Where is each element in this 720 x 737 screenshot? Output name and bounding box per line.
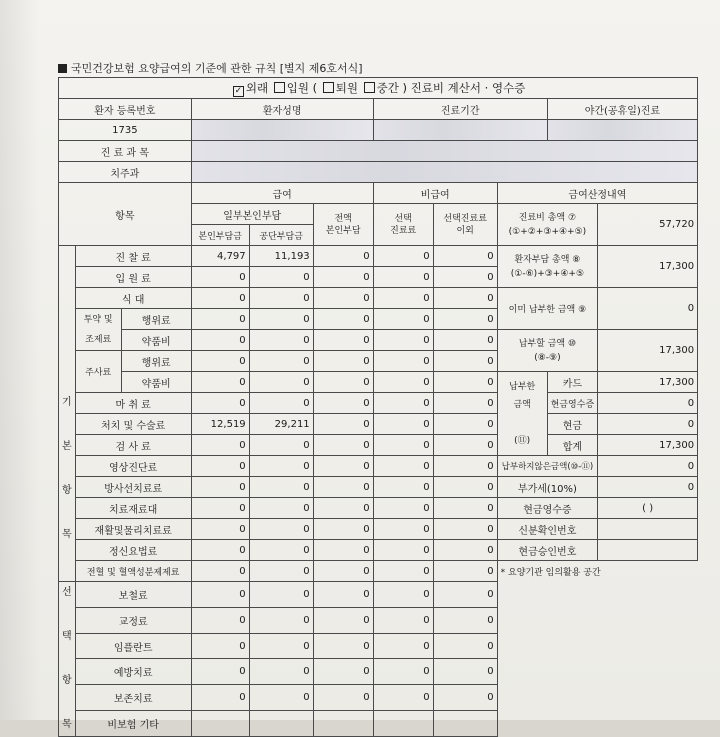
cell-choice-other: 0	[433, 330, 497, 351]
cell-choice-other: 0	[433, 685, 497, 711]
table-row	[59, 330, 698, 351]
cell-choice-other: 0	[433, 414, 497, 435]
cell-choice-other: 0	[433, 519, 497, 540]
row-label: 마 취 료	[75, 393, 191, 414]
cell-self-share: 0	[191, 393, 249, 414]
total-value: 57,720	[598, 204, 698, 246]
cell-choice: 0	[373, 498, 433, 519]
cell-full-self: 0	[313, 498, 373, 519]
option-interim: 중간 )	[376, 80, 408, 95]
cell-self-share: 0	[191, 477, 249, 498]
row-label: 방사선치료료	[75, 477, 191, 498]
square-bullet-icon	[58, 64, 67, 73]
cell-choice-other: 0	[433, 561, 497, 582]
cell-choice-other: 0	[433, 498, 497, 519]
cell-choice-other	[433, 711, 497, 737]
cell-choice: 0	[373, 659, 433, 685]
cell-choice: 0	[373, 372, 433, 393]
cell-choice: 0	[373, 246, 433, 267]
cell-choice-other: 0	[433, 393, 497, 414]
cell-choice: 0	[373, 414, 433, 435]
payment-label-text: 납부한	[509, 381, 536, 392]
cell-choice: 0	[373, 607, 433, 633]
group-text: 투약 및	[83, 314, 113, 325]
basic-items-label	[59, 246, 76, 582]
row-label: 진 찰 료	[75, 246, 191, 267]
partial-header: 일부본인부담	[191, 204, 313, 225]
cell-self-share: 0	[191, 633, 249, 659]
table-row	[59, 561, 698, 582]
card-value: 17,300	[598, 372, 698, 393]
cell-choice-other: 0	[433, 607, 497, 633]
cash-label: 현금	[547, 414, 597, 435]
due-label-text: 납부할 금액 ⑩	[518, 338, 577, 349]
cell-public-share: 0	[249, 372, 313, 393]
cell-choice: 0	[373, 267, 433, 288]
cell-choice: 0	[373, 351, 433, 372]
cell-full-self: 0	[313, 519, 373, 540]
table-row	[59, 288, 698, 309]
full-self-text-2: 본인부담	[325, 225, 361, 236]
patient-name-redacted	[191, 120, 373, 141]
reg-no-label: 환자 등록번호	[59, 99, 192, 120]
row-label: 전혈 및 혈액성분제제료	[75, 561, 191, 582]
cell-choice-other: 0	[433, 267, 497, 288]
cash-approval-value	[598, 540, 698, 561]
cell-public-share: 0	[249, 288, 313, 309]
payment-label	[497, 372, 547, 456]
patient-total-text: 환자부담 총액 ⑧	[514, 254, 581, 265]
cell-public-share: 0	[249, 267, 313, 288]
group-text: 조제료	[85, 334, 112, 345]
full-self-text: 전액	[334, 213, 352, 224]
cash-receipt-label: 현금영수증	[547, 393, 597, 414]
vat-label: 부가세(10%)	[497, 477, 597, 498]
sum-value: 17,300	[598, 435, 698, 456]
cell-public-share: 0	[249, 582, 313, 608]
cell-choice: 0	[373, 561, 433, 582]
choice-text: 선택	[394, 213, 412, 224]
cell-full-self: 0	[313, 477, 373, 498]
cell-self-share: 0	[191, 288, 249, 309]
cell-self-share: 0	[191, 540, 249, 561]
table-row	[59, 477, 698, 498]
table-row	[59, 540, 698, 561]
cell-choice	[373, 711, 433, 737]
cash-receipt2-label: 현금영수증	[497, 498, 597, 519]
night-redacted	[547, 120, 697, 141]
cell-full-self: 0	[313, 685, 373, 711]
side-char: 본	[62, 440, 72, 452]
dental-label: 치주과	[59, 162, 192, 183]
full-self-header	[313, 204, 373, 246]
cash-approval-label: 현금승인번호	[497, 540, 597, 561]
unpaid-value: 0	[598, 456, 698, 477]
cell-self-share: 0	[191, 330, 249, 351]
reg-no-value: 1735	[59, 120, 192, 141]
public-share-header: 공단부담금	[249, 225, 313, 246]
cash-receipt-value: 0	[598, 393, 698, 414]
checkbox-icon	[364, 82, 375, 93]
cell-self-share: 0	[191, 351, 249, 372]
choice-text-2: 진료료	[390, 225, 417, 236]
cell-choice: 0	[373, 685, 433, 711]
paid-value: 0	[598, 288, 698, 330]
cash-value: 0	[598, 414, 698, 435]
cell-self-share: 0	[191, 561, 249, 582]
cell-self-share: 0	[191, 582, 249, 608]
row-label: 약품비	[121, 330, 191, 351]
cell-choice-other: 0	[433, 582, 497, 608]
choice-other-text-2: 이외	[456, 225, 474, 236]
total-label-text: 진료비 총액 ⑦	[518, 212, 577, 223]
row-label: 영상진단료	[75, 456, 191, 477]
cell-public-share: 0	[249, 477, 313, 498]
row-label: 행위료	[121, 351, 191, 372]
cell-self-share: 0	[191, 659, 249, 685]
side-char: 택	[62, 631, 72, 642]
period-label: 진료기간	[373, 99, 547, 120]
cell-choice: 0	[373, 477, 433, 498]
row-label: 처치 및 수술료	[75, 414, 191, 435]
self-share-header: 본인부담금	[191, 225, 249, 246]
due-label	[497, 330, 597, 372]
unpaid-label: 납부하지않은금액(⑩-⑪)	[497, 456, 597, 477]
cell-choice-other: 0	[433, 435, 497, 456]
table-row	[59, 456, 698, 477]
optional-items-label	[59, 582, 76, 737]
side-char: 기	[62, 396, 72, 408]
id-check-label: 신분확인번호	[497, 519, 597, 540]
option-discharge: 퇴원	[335, 80, 358, 95]
free-space-note: * 요양기관 임의활용 공간	[497, 561, 697, 737]
table-row	[59, 435, 698, 456]
cell-self-share: 0	[191, 267, 249, 288]
paper-shadow	[0, 0, 40, 720]
table-row	[59, 372, 698, 393]
patient-total-value: 17,300	[598, 246, 698, 288]
cell-self-share: 0	[191, 372, 249, 393]
cell-choice: 0	[373, 330, 433, 351]
side-char: 목	[62, 719, 72, 730]
patient-total-formula: (①-⑥)+③+④+⑤	[510, 268, 585, 279]
option-inpatient: 입원 (	[286, 80, 318, 95]
choice-header	[373, 204, 433, 246]
patient-name-label: 환자성명	[191, 99, 373, 120]
cell-self-share: 0	[191, 435, 249, 456]
row-label: 예방치료	[75, 659, 191, 685]
row-label: 임플란트	[75, 633, 191, 659]
total-formula: (①+②+③+④+⑤)	[508, 226, 587, 237]
checkbox-icon	[274, 82, 285, 93]
cell-full-self: 0	[313, 633, 373, 659]
cell-choice-other: 0	[433, 288, 497, 309]
cell-choice-other: 0	[433, 659, 497, 685]
choice-other-text: 선택진료료	[443, 213, 487, 224]
cell-full-self: 0	[313, 435, 373, 456]
cell-public-share: 0	[249, 633, 313, 659]
row-label: 행위료	[121, 309, 191, 330]
cell-self-share: 0	[191, 456, 249, 477]
cell-choice-other: 0	[433, 456, 497, 477]
cell-public-share: 0	[249, 435, 313, 456]
due-value: 17,300	[598, 330, 698, 372]
paid-label: 이미 납부한 금액 ⑨	[497, 288, 597, 330]
cell-full-self: 0	[313, 582, 373, 608]
cell-public-share: 0	[249, 607, 313, 633]
cell-full-self: 0	[313, 456, 373, 477]
cell-full-self: 0	[313, 414, 373, 435]
doctor-redacted	[191, 162, 697, 183]
dept-redacted	[191, 141, 697, 162]
cell-full-self: 0	[313, 267, 373, 288]
cell-choice-other: 0	[433, 351, 497, 372]
table-row	[59, 393, 698, 414]
table-row	[59, 519, 698, 540]
cell-choice-other: 0	[433, 372, 497, 393]
cell-choice-other: 0	[433, 309, 497, 330]
calc-header: 금여산정내역	[497, 183, 697, 204]
row-label: 검 사 료	[75, 435, 191, 456]
row-label: 비보험 기타	[75, 711, 191, 737]
cell-self-share: 0	[191, 498, 249, 519]
card-label: 카드	[547, 372, 597, 393]
cell-public-share: 0	[249, 540, 313, 561]
cell-self-share: 0	[191, 309, 249, 330]
cell-public-share: 11,193	[249, 246, 313, 267]
side-char: 항	[62, 675, 72, 686]
cash-receipt2-value: ( )	[598, 498, 698, 519]
cell-choice: 0	[373, 393, 433, 414]
patient-total-label	[497, 246, 597, 288]
total-label	[497, 204, 597, 246]
payment-label-text-2: 금액	[513, 399, 531, 410]
cell-choice: 0	[373, 582, 433, 608]
checkbox-checked-icon: ✓	[234, 85, 243, 96]
row-label: 보철료	[75, 582, 191, 608]
cell-public-share: 0	[249, 498, 313, 519]
id-check-value	[598, 519, 698, 540]
cell-full-self: 0	[313, 372, 373, 393]
cell-full-self: 0	[313, 246, 373, 267]
row-label: 입 원 료	[75, 267, 191, 288]
checkbox-icon	[323, 82, 334, 93]
cell-public-share: 29,211	[249, 414, 313, 435]
table-row	[59, 246, 698, 267]
form-header	[58, 60, 363, 76]
cell-public-share: 0	[249, 393, 313, 414]
row-label: 보존치료	[75, 685, 191, 711]
row-group-label	[75, 309, 121, 351]
side-char: 선	[62, 587, 72, 598]
cell-full-self	[313, 711, 373, 737]
non-covered-header: 비급여	[373, 183, 497, 204]
table-row	[59, 414, 698, 435]
cell-public-share	[249, 711, 313, 737]
cell-choice: 0	[373, 519, 433, 540]
cell-full-self: 0	[313, 561, 373, 582]
cell-self-share: 0	[191, 607, 249, 633]
cell-self-share	[191, 711, 249, 737]
cell-self-share: 12,519	[191, 414, 249, 435]
table-row	[59, 498, 698, 519]
cell-choice: 0	[373, 288, 433, 309]
cell-choice-other: 0	[433, 540, 497, 561]
cell-full-self: 0	[313, 309, 373, 330]
side-char: 항	[62, 484, 72, 496]
cell-public-share: 0	[249, 561, 313, 582]
item-header: 항목	[59, 183, 192, 246]
row-label: 치료재료대	[75, 498, 191, 519]
cell-public-share: 0	[249, 659, 313, 685]
vat-value: 0	[598, 477, 698, 498]
sum-label: 합계	[547, 435, 597, 456]
cell-choice: 0	[373, 540, 433, 561]
cell-choice: 0	[373, 456, 433, 477]
period-redacted	[373, 120, 547, 141]
row-label: 식 대	[75, 288, 191, 309]
form-title	[59, 78, 698, 99]
receipt-table	[58, 77, 698, 737]
cell-full-self: 0	[313, 351, 373, 372]
form-header-text: 국민건강보험 요양급여의 기준에 관한 규칙 [별지 제6호서식]	[71, 62, 363, 75]
cell-self-share: 0	[191, 685, 249, 711]
cell-public-share: 0	[249, 351, 313, 372]
cell-full-self: 0	[313, 540, 373, 561]
row-label: 정신요법료	[75, 540, 191, 561]
cell-public-share: 0	[249, 309, 313, 330]
cell-public-share: 0	[249, 456, 313, 477]
form-title-suffix: 진료비 계산서 · 영수증	[410, 80, 526, 95]
option-outpatient: 외래	[245, 80, 269, 95]
cell-public-share: 0	[249, 330, 313, 351]
cell-choice-other: 0	[433, 246, 497, 267]
cell-choice-other: 0	[433, 633, 497, 659]
dept-label: 진 료 과 목	[59, 141, 192, 162]
cell-full-self: 0	[313, 330, 373, 351]
cell-self-share: 0	[191, 519, 249, 540]
due-formula: (⑧-⑨)	[534, 352, 561, 363]
cell-public-share: 0	[249, 519, 313, 540]
choice-other-header	[433, 204, 497, 246]
cell-full-self: 0	[313, 659, 373, 685]
cell-choice: 0	[373, 309, 433, 330]
row-label: 약품비	[121, 372, 191, 393]
cell-choice: 0	[373, 435, 433, 456]
cell-choice: 0	[373, 633, 433, 659]
cell-public-share: 0	[249, 685, 313, 711]
covered-header: 급여	[191, 183, 373, 204]
row-label: 교정료	[75, 607, 191, 633]
row-group-label: 주사료	[75, 351, 121, 393]
cell-choice-other: 0	[433, 477, 497, 498]
cell-full-self: 0	[313, 607, 373, 633]
cell-self-share: 4,797	[191, 246, 249, 267]
night-label: 야간(공휴일)진료	[547, 99, 697, 120]
row-label: 재활및물리치료료	[75, 519, 191, 540]
cell-full-self: 0	[313, 288, 373, 309]
cell-full-self: 0	[313, 393, 373, 414]
side-char: 목	[62, 528, 72, 540]
payment-label-text-3: (⑪)	[514, 435, 531, 446]
